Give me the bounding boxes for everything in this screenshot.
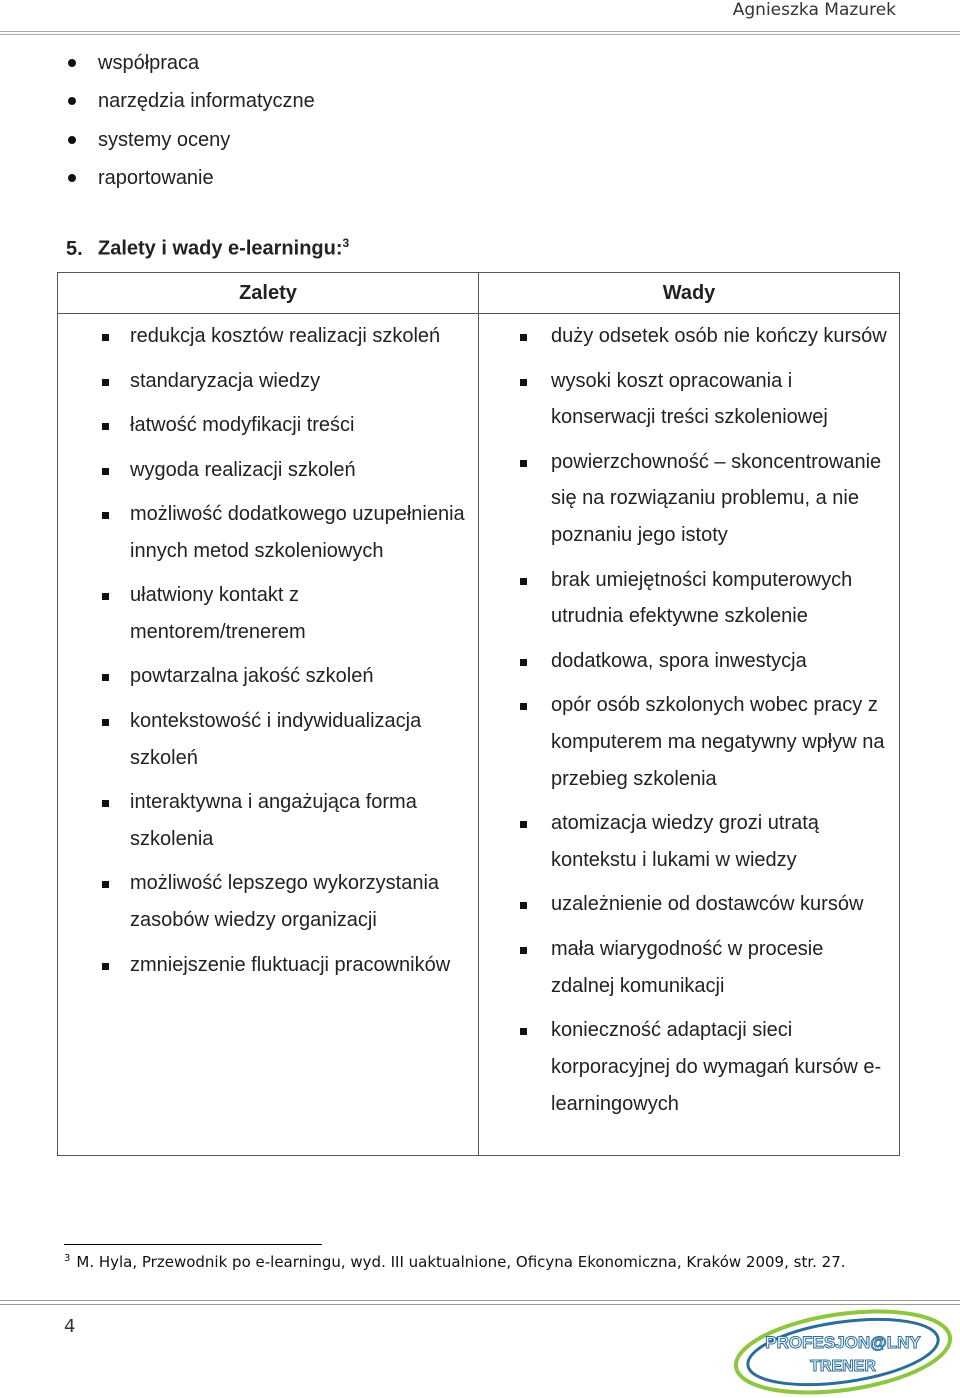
list-item-text: powierzchowność – skoncentrowanie się na rozwiązaniu problemu, a nie poznaniu jego istoty — [551, 450, 882, 547]
list-item-text: wysoki koszt opracowania i konserwacji treści szkoleniowej — [551, 369, 828, 429]
list-item-text: atomizacja wiedzy grozi utratą kontekstu i lukami w wiedzy — [551, 812, 819, 871]
intro-bullet-list — [64, 45, 315, 198]
list-item-text: współpraca — [98, 52, 200, 74]
list-item — [64, 122, 315, 160]
footnote-text: M. Hyla, Przewodnik po e-learningu, wyd. III uaktualnione, Oficyna Ekonomiczna, Kraków 2009, str. 27. — [76, 1253, 846, 1271]
list-item — [130, 407, 468, 444]
list-item-text: możliwość lepszego wykorzystania zasobów wiedzy organizacji — [130, 872, 440, 932]
square-bullet-icon — [102, 881, 109, 888]
square-bullet-icon — [520, 659, 527, 666]
square-bullet-icon — [102, 674, 109, 681]
list-item — [551, 1012, 889, 1122]
section-number: 5. — [66, 237, 83, 260]
list-item — [64, 160, 315, 198]
list-item — [64, 45, 315, 83]
list-item — [130, 658, 468, 695]
pros-cons-table — [57, 272, 900, 1156]
square-bullet-icon — [520, 703, 527, 710]
list-item — [551, 687, 889, 797]
square-bullet-icon — [102, 468, 109, 475]
square-bullet-icon — [520, 821, 527, 828]
cons-header: Wady — [479, 273, 900, 314]
list-item — [551, 318, 889, 355]
list-item-text: zmniejszenie fluktuacji pracowników — [130, 953, 451, 976]
list-item — [130, 784, 468, 857]
bullet-dot-icon — [68, 136, 76, 144]
square-bullet-icon — [102, 800, 109, 807]
pros-cell — [58, 314, 479, 1156]
list-item-text: interaktywna i angażująca forma szkolenia — [130, 791, 417, 850]
profesjonalny-trener-logo — [730, 1308, 956, 1396]
list-item — [130, 865, 468, 938]
list-item-text: dodatkowa, spora inwestycja — [551, 649, 807, 672]
list-item-text: uzależnienie od dostawców kursów — [551, 893, 864, 916]
square-bullet-icon — [520, 460, 527, 467]
section-title: Zalety i wady e-learningu: — [98, 237, 343, 260]
list-item — [551, 886, 889, 923]
list-item — [130, 947, 468, 984]
cons-cell — [479, 314, 900, 1156]
square-bullet-icon — [520, 578, 527, 585]
square-bullet-icon — [520, 902, 527, 909]
list-item-text: systemy oceny — [98, 128, 231, 151]
section-heading — [66, 236, 349, 261]
list-item-text: narzędzia informatyczne — [98, 90, 315, 113]
list-item — [551, 931, 889, 1004]
list-item — [130, 452, 468, 489]
square-bullet-icon — [102, 379, 109, 386]
list-item — [130, 496, 468, 569]
square-bullet-icon — [520, 379, 527, 386]
square-bullet-icon — [520, 334, 527, 341]
list-item-text: powtarzalna jakość szkoleń — [130, 665, 374, 688]
list-item-text: raportowanie — [98, 166, 214, 189]
square-bullet-icon — [520, 1028, 527, 1035]
square-bullet-icon — [102, 963, 109, 970]
logo-text-line2: TRENER — [810, 1358, 876, 1375]
list-item — [551, 444, 889, 554]
page-number: 4 — [64, 1316, 76, 1337]
square-bullet-icon — [520, 947, 527, 954]
list-item-text: możliwość dodatkowego uzupełnienia innych metod szkoleniowych — [130, 503, 465, 562]
list-item-text: wygoda realizacji szkoleń — [130, 458, 356, 481]
list-item-text: łatwość modyfikacji treści — [130, 414, 355, 436]
list-item — [130, 318, 468, 355]
list-item-text: redukcja kosztów realizacji szkoleń — [130, 325, 441, 347]
list-item-text: standaryzacja wiedzy — [130, 369, 321, 392]
list-item-text: opór osób szkolonych wobec pracy z komputerem ma negatywny wpływ na przebieg szkolenia — [551, 694, 885, 790]
list-item — [130, 363, 468, 400]
list-item — [551, 805, 889, 878]
list-item-text: ułatwiony kontakt z mentorem/trenerem — [130, 584, 306, 643]
list-item — [551, 562, 889, 635]
pros-list — [58, 314, 478, 983]
logo-text-line1: PROFESJON@LNY — [765, 1333, 921, 1352]
square-bullet-icon — [102, 512, 109, 519]
list-item-text: kontekstowość i indywidualizacja szkoleń — [130, 709, 422, 769]
list-item-text: mała wiarygodność w procesie zdalnej komunikacji — [551, 937, 824, 997]
list-item — [64, 83, 315, 121]
square-bullet-icon — [102, 334, 109, 341]
cons-list — [479, 314, 899, 1122]
list-item — [130, 577, 468, 650]
header-author: Agnieszka Mazurek — [732, 0, 896, 20]
bullet-dot-icon — [68, 174, 76, 182]
list-item-text: brak umiejętności komputerowych utrudnia efektywne szkolenie — [551, 568, 853, 628]
bullet-dot-icon — [68, 97, 76, 105]
list-item — [551, 363, 889, 436]
list-item — [551, 643, 889, 680]
pros-header: Zalety — [58, 273, 479, 314]
square-bullet-icon — [102, 423, 109, 430]
list-item-text: duży odsetek osób nie kończy kursów — [551, 325, 887, 347]
bullet-dot-icon — [68, 59, 76, 67]
square-bullet-icon — [102, 593, 109, 600]
list-item — [130, 703, 468, 776]
logo-ring-inner — [744, 1309, 942, 1395]
square-bullet-icon — [102, 719, 109, 726]
footnote — [64, 1253, 846, 1271]
footnote-separator — [64, 1244, 322, 1245]
header-divider — [0, 31, 960, 35]
list-item-text: konieczność adaptacji sieci korporacyjnej do wymagań kursów e-learningowych — [551, 1019, 882, 1115]
footnote-number: 3 — [64, 1253, 71, 1264]
footer-divider — [0, 1300, 960, 1305]
footnote-reference[interactable]: 3 — [342, 236, 350, 250]
